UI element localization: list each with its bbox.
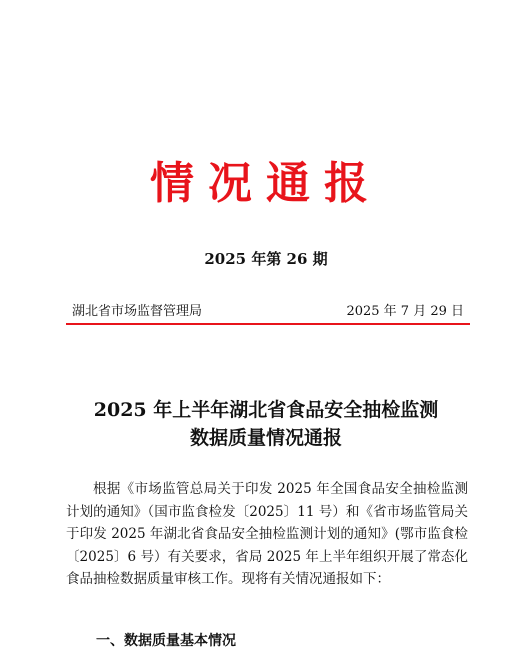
red-separator-line <box>66 323 470 325</box>
issue-date: 2025 年 7 月 29 日 <box>346 304 464 319</box>
masthead-title: 情况通报 <box>150 158 382 209</box>
document-title <box>0 396 532 452</box>
issuing-authority: 湖北省市场监督管理局 <box>72 304 203 319</box>
issuer-date-row <box>72 302 464 322</box>
body-text <box>66 478 468 591</box>
intro-paragraph: 根据《市场监管总局关于印发 2025 年全国食品安全抽检监测计划的通知》（国市监食检发〔2025〕11 号）和《省市场监管局关于印发 2025 年湖北省食品安全抽检监测计划的通知》(鄂市监食检〔2025〕6 号）有关要求，省局 2025 年上半年组织开展了常态化食品抽检数据质量审核工作。现将有关情况通报如下： <box>66 481 468 587</box>
document-title-line-1: 2025 年上半年湖北省食品安全抽检监测 <box>93 399 439 421</box>
section-heading-1: 一、数据质量基本情况 <box>96 633 236 649</box>
issue-number: 2025 年第 26 期 <box>204 250 328 268</box>
document-title-line-2: 数据质量情况通报 <box>189 427 342 449</box>
